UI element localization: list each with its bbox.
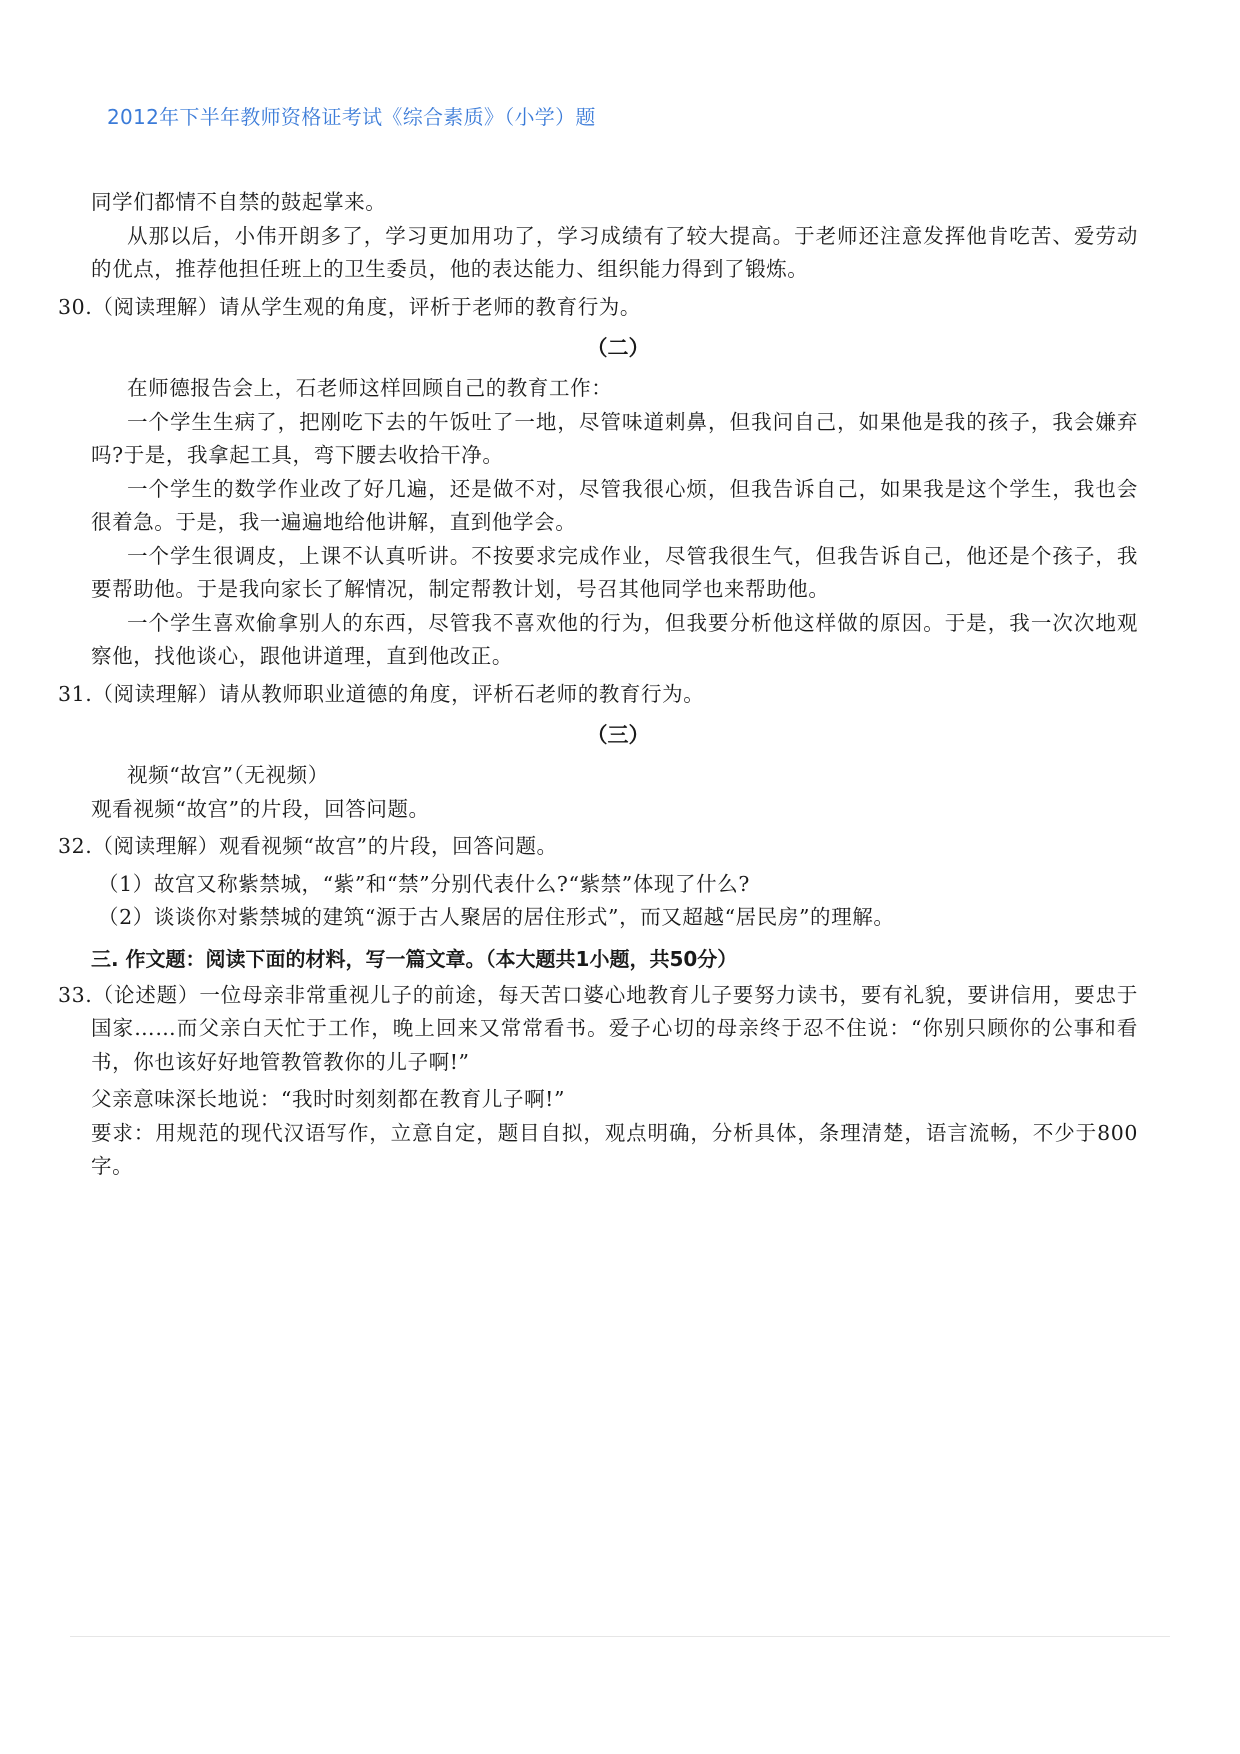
- question-30: 30.（阅读理解）请从学生观的角度，评析于老师的教育行为。: [58, 294, 641, 319]
- question-32: 32.（阅读理解）观看视频“故宫”的片段，回答问题。: [58, 834, 558, 858]
- paragraph: 一个学生生病了，把刚吃下去的午饭吐了一地，尽管味道刺鼻，但我问自己，如果他是我的孩子，我会嫌弃吗?于是，我拿起工具，弯下腰去收拾干净。: [91, 409, 1138, 467]
- question-31: 31.（阅读理解）请从教师职业道德的角度，评析石老师的教育行为。: [58, 681, 705, 706]
- paragraph: 一个学生的数学作业改了好几遍，还是做不对，尽管我很心烦，但我告诉自己，如果我是这个学生，我也会很着急。于是，我一遍遍地给他讲解，直到他学会。: [91, 476, 1138, 534]
- essay-requirement: 要求：用规范的现代汉语写作，立意自定，题目自拟，观点明确，分析具体，条理清楚，语言流畅，不少于800字。: [91, 1120, 1138, 1178]
- paragraph: 同学们都情不自禁的鼓起掌来。: [91, 190, 387, 214]
- question-33: 33.（论述题）一位母亲非常重视儿子的前途，每天苦口婆心地教育儿子要努力读书，要有礼貌，要讲信用，要忠于国家……而父亲白天忙于工作，晚上回来又常常看书。爱子心切的母亲终于忍不住说：“你别只顾你的公事和看书，你也该好好地管教管教你的儿子啊!”: [58, 982, 1138, 1074]
- paragraph: 从那以后，小伟开朗多了，学习更加用功了，学习成绩有了较大提高。于老师还注意发挥他肯吃苦、爱劳动的优点，推荐他担任班上的卫生委员，他的表达能力、组织能力得到了锻炼。: [91, 223, 1138, 281]
- paragraph: 在师德报告会上，石老师这样回顾自己的教育工作：: [127, 376, 613, 400]
- paragraph: 观看视频“故宫”的片段，回答问题。: [91, 796, 430, 821]
- paragraph: 父亲意味深长地说：“我时时刻刻都在教育儿子啊!”: [91, 1087, 566, 1111]
- part-3-heading: 三. 作文题：阅读下面的材料，写一篇文章。（本大题共1小题，共50分）: [91, 946, 738, 971]
- section-title-3: （三）: [586, 723, 650, 747]
- page-header-title: 2012年下半年教师资格证考试《综合素质》（小学）题: [107, 105, 596, 129]
- paragraph: 视频“故宫”（无视频）: [127, 763, 329, 787]
- question-32-sub-2: （2）谈谈你对紫禁城的建筑“源于古人聚居的居住形式”，而又超越“居民房”的理解。: [98, 905, 895, 929]
- footer-divider: [70, 1636, 1170, 1637]
- question-32-sub-1: （1）故宫又称紫禁城，“紫”和“禁”分别代表什么?“紫禁”体现了什么?: [98, 871, 750, 896]
- document-body: [58, 186, 1138, 1184]
- section-title-2: （二）: [586, 336, 650, 360]
- paragraph: 一个学生喜欢偷拿别人的东西，尽管我不喜欢他的行为，但我要分析他这样做的原因。于是，我一次次地观察他，找他谈心，跟他讲道理，直到他改正。: [91, 610, 1138, 668]
- paragraph: 一个学生很调皮，上课不认真听讲。不按要求完成作业，尽管我很生气，但我告诉自己，他还是个孩子，我要帮助他。于是我向家长了解情况，制定帮教计划，号召其他同学也来帮助他。: [91, 543, 1138, 601]
